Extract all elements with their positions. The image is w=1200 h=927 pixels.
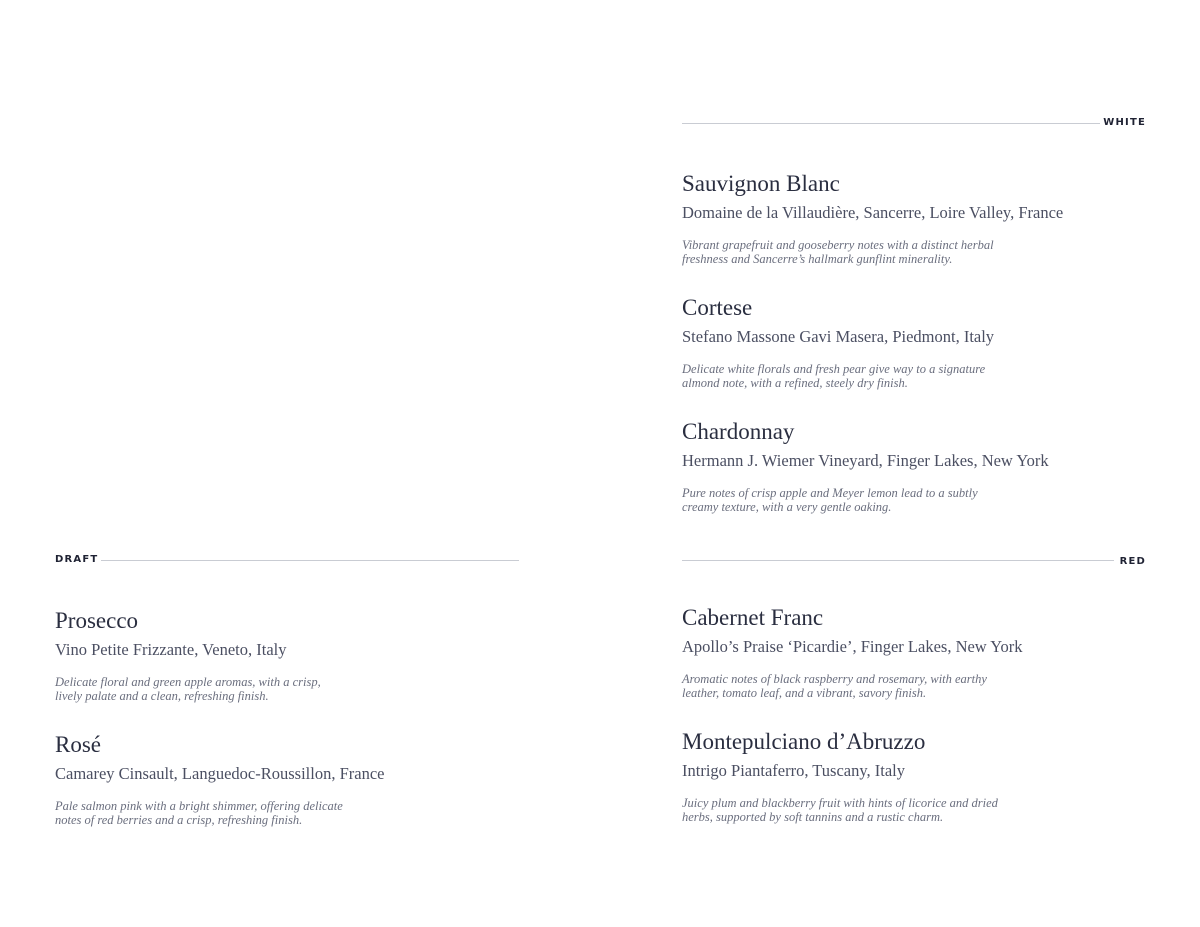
wine-name: Rosé — [55, 732, 101, 757]
wine-name: Cabernet Franc — [682, 605, 824, 630]
wine-producer: Intrigo Piantaferro, Tuscany, Italy — [682, 761, 906, 780]
wine-name: Cortese — [682, 295, 753, 320]
wine-item — [682, 418, 1146, 514]
wine-notes: Juicy plum and blackberry fruit with hints of licorice and dried herbs, supported by soft tannins and a rustic charm. — [682, 796, 998, 824]
wine-notes: Vibrant grapefruit and gooseberry notes with a distinct herbal freshness and Sancerre’s hallmark gunflint minerality. — [682, 238, 994, 266]
draft-section — [55, 553, 519, 827]
wine-producer: Hermann J. Wiemer Vineyard, Finger Lakes, New York — [682, 451, 1049, 470]
wine-item — [682, 604, 1146, 700]
wine-producer: Apollo’s Praise ‘Picardie’, Finger Lakes, New York — [682, 637, 1023, 656]
wine-name: Sauvignon Blanc — [682, 171, 840, 196]
wine-name: Prosecco — [55, 608, 139, 633]
white-section-header — [682, 116, 1146, 130]
wine-producer: Stefano Massone Gavi Masera, Piedmont, Italy — [682, 327, 995, 346]
wine-item — [682, 294, 1146, 390]
wine-producer: Domaine de la Villaudière, Sancerre, Loire Valley, France — [682, 203, 1064, 222]
wine-notes: Delicate white florals and fresh pear give way to a signature almond note, with a refined, steely dry finish. — [682, 362, 986, 390]
white-section-label: WHITE — [1103, 117, 1146, 128]
wine-name: Montepulciano d’Abruzzo — [682, 729, 926, 754]
wine-item — [55, 731, 519, 827]
red-divider — [682, 560, 1114, 561]
wine-notes: Pale salmon pink with a bright shimmer, offering delicate notes of red berries and a crisp, refreshing finish. — [55, 799, 343, 827]
draft-section-label: DRAFT — [55, 554, 99, 565]
red-section — [682, 553, 1146, 824]
red-section-header — [682, 553, 1146, 567]
draft-section-header — [55, 553, 519, 567]
wine-item — [682, 170, 1146, 266]
wine-item — [55, 607, 519, 703]
wine-item — [682, 728, 1146, 824]
wine-name: Chardonnay — [682, 419, 795, 444]
wine-producer: Vino Petite Frizzante, Veneto, Italy — [55, 640, 287, 659]
wine-notes: Delicate floral and green apple aromas, with a crisp, lively palate and a clean, refreshing finish. — [55, 675, 321, 703]
white-section — [682, 116, 1146, 514]
wine-notes: Pure notes of crisp apple and Meyer lemon lead to a subtly creamy texture, with a very gentle oaking. — [682, 486, 978, 514]
draft-divider — [101, 560, 519, 561]
white-divider — [682, 123, 1100, 124]
wine-producer: Camarey Cinsault, Languedoc-Roussillon, France — [55, 764, 385, 783]
red-section-label: RED — [1119, 556, 1146, 567]
wine-notes: Aromatic notes of black raspberry and rosemary, with earthy leather, tomato leaf, and a vibrant, savory finish. — [682, 672, 987, 700]
